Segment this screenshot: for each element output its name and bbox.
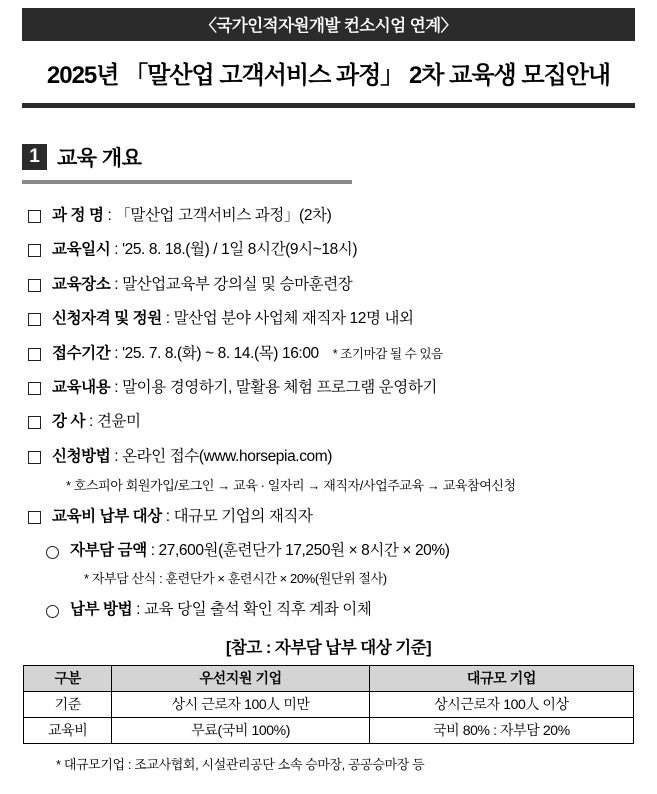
item-value: 27,600원(훈련단가 17,250원 × 8시간 × 20%) bbox=[158, 542, 450, 560]
table-footnote: * 대규모기업 : 조교사협회, 시설관리공단 소속 승마장, 공공승마장 등 bbox=[56, 757, 425, 773]
checkbox-icon bbox=[28, 382, 41, 395]
item-value: 말산업교육부 강의실 및 승마훈련장 bbox=[122, 275, 353, 293]
table-caption: [참고 : 자부담 납부 대상 기준] bbox=[225, 639, 432, 658]
list-item-text bbox=[52, 309, 414, 328]
list-item bbox=[22, 412, 635, 431]
overview-list bbox=[22, 206, 635, 619]
section-heading bbox=[22, 142, 635, 172]
checkbox-icon bbox=[28, 313, 41, 326]
item-label: 신청방법 bbox=[52, 447, 111, 465]
table-header-cell: 우선지원 기업 bbox=[112, 666, 369, 692]
item-label: 자부담 금액 bbox=[70, 542, 147, 560]
list-item-payment bbox=[22, 600, 635, 619]
item-sep: : bbox=[114, 275, 119, 293]
list-item-text bbox=[52, 275, 352, 294]
list-item-text bbox=[70, 600, 371, 619]
item-value: 말이용 경영하기, 말활용 체험 프로그램 운영하기 bbox=[122, 378, 437, 396]
list-item bbox=[22, 447, 635, 466]
item-value: 대규모 기업의 재직자 bbox=[173, 508, 313, 525]
list-item-text bbox=[52, 507, 313, 526]
item-label: 강 사 bbox=[52, 413, 86, 431]
item-value: '25. 7. 8.(화) ~ 8. 14.(목) 16:00 bbox=[122, 344, 319, 362]
table-cell: 국비 80% : 자부담 20% bbox=[369, 718, 633, 744]
circle-bullet-icon bbox=[46, 546, 59, 559]
reference-table bbox=[23, 665, 634, 744]
checkbox-icon bbox=[28, 348, 41, 361]
table-row bbox=[24, 718, 634, 744]
list-item-fee bbox=[22, 507, 635, 526]
table-cell: 기준 bbox=[24, 692, 112, 718]
item-label: 교육비 납부 대상 bbox=[52, 508, 162, 525]
item-label: 교육일시 bbox=[52, 241, 111, 259]
table-row bbox=[24, 692, 634, 718]
table-cell: 상시 근로자 100人 미만 bbox=[112, 692, 369, 718]
table-cell: 교육비 bbox=[24, 718, 112, 744]
item-label: 접수기간 bbox=[52, 344, 111, 362]
item-note: * 조기마감 될 수 있음 bbox=[332, 346, 443, 361]
item-value: 말산업 분야 사업체 재직자 12명 내외 bbox=[173, 310, 414, 328]
checkbox-icon bbox=[28, 244, 41, 257]
list-item bbox=[22, 344, 635, 363]
checkbox-icon bbox=[28, 511, 41, 524]
item-sep: : bbox=[114, 447, 119, 465]
list-item-text bbox=[52, 240, 357, 259]
list-item-text bbox=[52, 206, 331, 225]
checkbox-icon bbox=[28, 451, 41, 464]
item-value: 견윤미 bbox=[96, 413, 141, 431]
item-value: 「말산업 고객서비스 과정」(2차) bbox=[115, 207, 332, 224]
checkbox-icon bbox=[28, 210, 41, 223]
item-sep: : bbox=[150, 542, 155, 560]
item-sep: : bbox=[114, 344, 119, 362]
item-label: 신청자격 및 정원 bbox=[52, 310, 162, 328]
list-item bbox=[22, 378, 635, 397]
item-label: 교육장소 bbox=[52, 275, 111, 293]
list-item-text bbox=[70, 541, 450, 560]
table-cell: 상시근로자 100人 이상 bbox=[369, 692, 633, 718]
item-value: 교육 당일 출석 확인 직후 계좌 이체 bbox=[143, 600, 372, 618]
list-item-text bbox=[52, 344, 443, 363]
self-pay-formula-note: * 자부담 산식 : 훈련단가 × 훈련시간 × 20%(원단위 절사) bbox=[84, 570, 387, 586]
item-value: 온라인 접수(www.horsepia.com) bbox=[122, 447, 333, 465]
apply-method-note: * 호스피아 회원가입/로그인 → 교육 · 일자리 → 재직자/사업주교육 → 교육참여신청 bbox=[66, 478, 516, 493]
consortium-banner: 〈국가인적자원개발 컨소시엄 연계〉 bbox=[22, 8, 635, 41]
section-number: 1 bbox=[22, 144, 47, 170]
table-header-cell: 구분 bbox=[24, 666, 112, 692]
circle-bullet-icon bbox=[46, 605, 59, 618]
list-item bbox=[22, 275, 635, 294]
list-item bbox=[22, 206, 635, 225]
table-cell: 무료(국비 100%) bbox=[112, 718, 369, 744]
item-sep: : bbox=[107, 207, 112, 224]
table-header-cell: 대규모 기업 bbox=[369, 666, 633, 692]
item-sep: : bbox=[88, 413, 93, 431]
list-item-text bbox=[52, 412, 141, 431]
checkbox-icon bbox=[28, 416, 41, 429]
list-item-self-pay bbox=[22, 541, 635, 560]
section-title: 교육 개요 bbox=[57, 147, 142, 170]
list-item bbox=[22, 309, 635, 328]
item-label: 납부 방법 bbox=[70, 600, 133, 618]
title-block bbox=[22, 55, 635, 90]
document-page bbox=[0, 8, 657, 794]
item-sep: : bbox=[114, 241, 119, 259]
page-title: 2025년 「말산업 고객서비스 과정」 2차 교육생 모집안내 bbox=[46, 62, 611, 89]
item-value: '25. 8. 18.(월) / 1일 8시간(9시~18시) bbox=[122, 241, 358, 259]
list-item-text bbox=[52, 447, 332, 466]
list-item bbox=[22, 240, 635, 259]
item-sep: : bbox=[165, 508, 170, 525]
item-sep: : bbox=[114, 378, 119, 396]
title-divider bbox=[22, 103, 635, 108]
table-header-row bbox=[24, 666, 634, 692]
section-divider bbox=[22, 180, 352, 184]
checkbox-icon bbox=[28, 279, 41, 292]
item-sep: : bbox=[136, 600, 141, 618]
list-item-text bbox=[52, 378, 437, 397]
item-label: 교육내용 bbox=[52, 378, 111, 396]
item-label: 과 정 명 bbox=[52, 207, 104, 224]
item-sep: : bbox=[165, 310, 170, 328]
